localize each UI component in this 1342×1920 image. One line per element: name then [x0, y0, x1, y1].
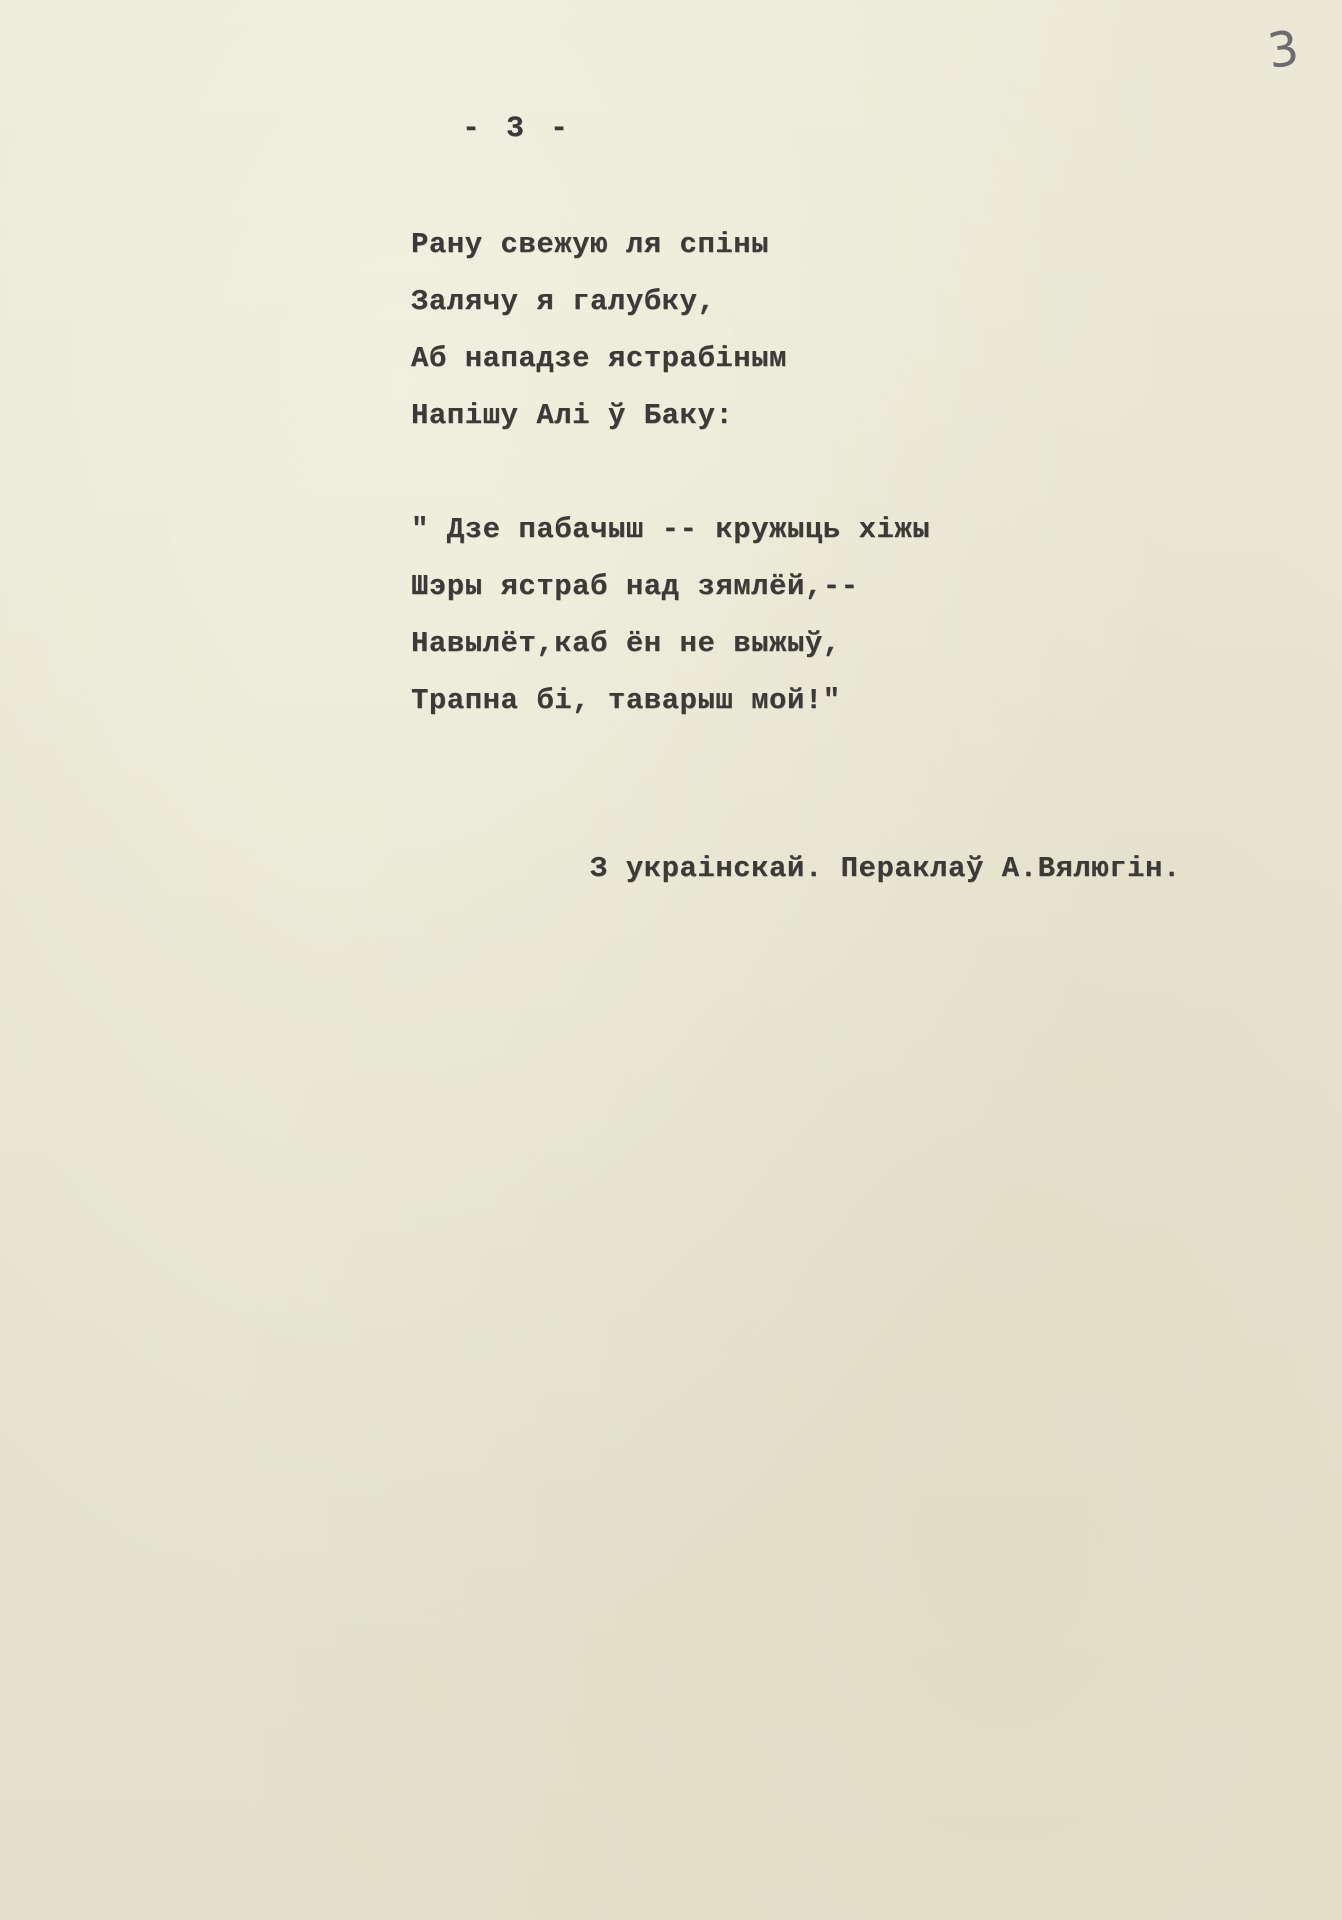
- poem-line: Аб нападзе ястрабіным: [411, 342, 787, 375]
- poem-line: " Дзе пабачыш -- кружыць хіжы: [411, 513, 931, 546]
- poem-line: Навылёт,каб ён не выжыў,: [411, 627, 841, 660]
- poem-line: Шэры ястраб над зямлёй,--: [411, 570, 859, 603]
- translation-attribution: З украінскай. Пераклаў А.Вялюгін.: [590, 852, 1181, 885]
- poem-line: Напішу Алі ў Баку:: [411, 399, 734, 432]
- page-number: - 3 -: [462, 112, 573, 146]
- poem-line: Рану свежую ля спіны: [411, 228, 770, 261]
- poem-line: Трапна бі, таварыш мой!": [411, 684, 841, 717]
- poem-line: Залячу я галубку,: [411, 285, 716, 318]
- handwritten-folio-number: 3: [1264, 20, 1303, 80]
